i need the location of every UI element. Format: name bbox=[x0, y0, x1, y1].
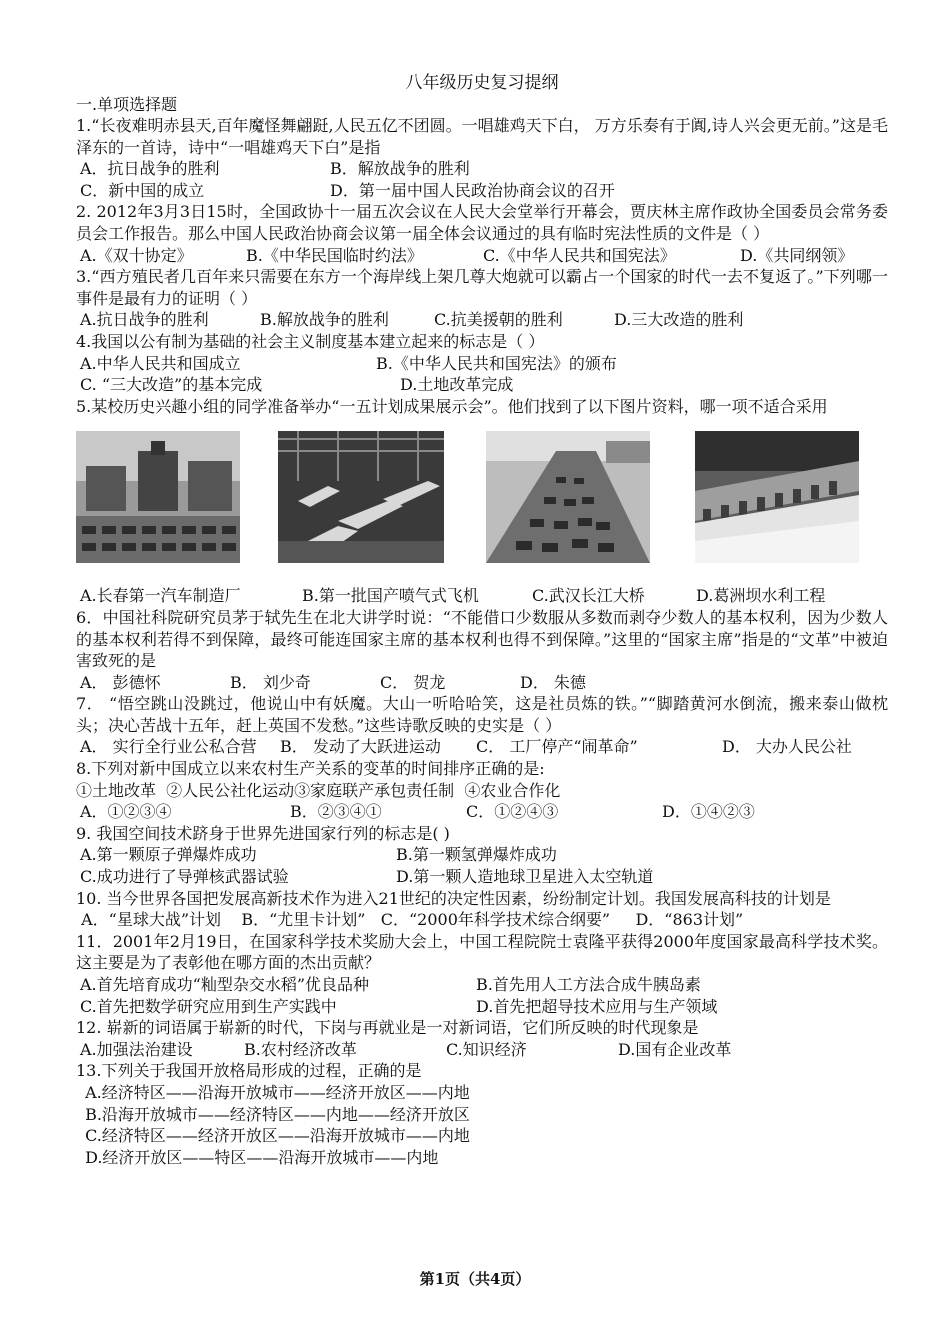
option-a: A．抗日战争的胜利 bbox=[80, 159, 220, 179]
option-c: C.知识经济 bbox=[446, 1039, 527, 1059]
option-c: C.武汉长江大桥 bbox=[532, 586, 645, 606]
option-a: A.长春第一汽车制造厂 bbox=[80, 586, 241, 606]
option-b: B.解放战争的胜利 bbox=[260, 310, 389, 330]
photo-gezhouba-dam bbox=[695, 431, 859, 563]
question-12-options bbox=[76, 1039, 888, 1061]
question-9: 9. 我国空间技术跻身于世界先进国家行列的标志是( ) bbox=[76, 823, 450, 843]
question-7: 7． “悟空跳山没跳过，他说山中有妖魔。大山一听哈哈笑，这是社员炼的铁。”“脚踏黄河水倒流，搬来泰山做枕头；决心苦战十五年，赶上英国不发愁。”这些诗歌反映的史实是（ ） bbox=[76, 694, 888, 735]
option-b: B． 发动了大跃进运动 bbox=[280, 737, 441, 757]
option-c: C.抗美援朝的胜利 bbox=[434, 310, 563, 330]
option-c: C. “三大改造”的基本完成 bbox=[80, 375, 263, 395]
question-4-options-row1 bbox=[76, 353, 888, 375]
question-2: 2. 2012年3月3日15时，全国政协十一届五次会议在人民大会堂举行开幕会，贾庆林主席作政协全国委员会常务委员会工作报告。那么中国人民政治协商会议第一届全体会议通过的具有临时宪法性质的文件是（ ） bbox=[76, 202, 888, 243]
option-a: A.第一颗原子弹爆炸成功 bbox=[80, 845, 257, 865]
option-d: D．①④②③ bbox=[662, 802, 755, 822]
question-1-options-row1 bbox=[76, 158, 888, 180]
document-title: 八年级历史复习提纲 bbox=[405, 73, 559, 93]
option-c: C.首先把数学研究应用到生产实践中 bbox=[80, 996, 337, 1016]
option-b: B．解放战争的胜利 bbox=[330, 159, 470, 179]
option-d: D． 朱德 bbox=[520, 672, 586, 692]
photo-wuhan-bridge bbox=[486, 431, 650, 563]
option-b: B.《中华人民共和国宪法》的颁布 bbox=[376, 353, 617, 373]
question-10: 10. 当今世界各国把发展高新技术作为进入21世纪的决定性因素，纷纷制定计划。我国发展高科技的计划是 bbox=[76, 888, 831, 908]
photo-jet-aircraft bbox=[278, 431, 444, 563]
question-6-options bbox=[76, 672, 888, 694]
question-10-options: A．“星球大战”计划 B．“尤里卡计划” C．“2000年科学技术综合纲要” D．“863计划” bbox=[76, 910, 744, 930]
question-1-options-row2 bbox=[76, 180, 888, 202]
document-page bbox=[76, 72, 888, 1168]
question-5: 5.某校历史兴趣小组的同学准备举办“一五计划成果展示会”。他们找到了以下图片资料，哪一项不适合采用 bbox=[76, 396, 828, 416]
option-a: A.《双十协定》 bbox=[80, 245, 193, 265]
question-4-options-row2 bbox=[76, 374, 888, 396]
option-a: A.经济特区——沿海开放城市——经济开放区——内地 bbox=[80, 1082, 470, 1102]
option-b: B.第一批国产喷气式飞机 bbox=[302, 586, 479, 606]
question-4: 4.我国以公有制为基础的社会主义制度基本建立起来的标志是（ ） bbox=[76, 331, 545, 351]
option-a: A． 实行全行业公私合营 bbox=[80, 737, 257, 757]
question-2-options bbox=[76, 245, 888, 267]
question-8: 8.下列对新中国成立以来农村生产关系的变革的时间排序正确的是: bbox=[76, 759, 545, 779]
option-b: B.《中华民国临时约法》 bbox=[246, 245, 423, 265]
option-d: D.《共同纲领》 bbox=[740, 245, 854, 265]
option-d: D． 大办人民公社 bbox=[722, 737, 852, 757]
option-d: D.土地改革完成 bbox=[400, 375, 514, 395]
option-c: C.成功进行了导弹核武器试验 bbox=[80, 867, 289, 887]
option-a: A.抗日战争的胜利 bbox=[80, 310, 209, 330]
option-b: B．②③④① bbox=[290, 802, 382, 822]
question-6: 6．中国社科院研究员茅于轼先生在北大讲学时说：“不能借口少数服从多数而剥夺少数人的基本权利，因为少数人的基本权利若得不到保障，最终可能连国家主席的基本权利也得不到保障。”这里的“国家主席”指是的“文革”中被迫害致死的是 bbox=[76, 607, 888, 671]
option-b: B.沿海开放城市——经济特区——内地——经济开放区 bbox=[80, 1104, 470, 1124]
page-footer: 第1页（共4页） bbox=[419, 1270, 531, 1288]
question-9-options-row1 bbox=[76, 844, 888, 866]
option-a: A.中华人民共和国成立 bbox=[80, 353, 241, 373]
option-d: D.经济开放区——特区——沿海开放城市——内地 bbox=[80, 1147, 439, 1167]
option-d: D.首先把超导技术应用与生产领域 bbox=[476, 996, 718, 1016]
photo-changchun-factory bbox=[76, 431, 240, 563]
option-c: C．①②④③ bbox=[466, 802, 559, 822]
question-3: 3.“西方殖民者几百年来只需要在东方一个海岸线上架几尊大炮就可以霸占一个国家的时代一去不复返了。”下列哪一事件是最有力的证明（ ） bbox=[76, 267, 888, 308]
question-5-options bbox=[76, 585, 888, 607]
option-b: B.首先用人工方法合成牛胰岛素 bbox=[476, 975, 701, 994]
question-13: 13.下列关于我国开放格局形成的过程，正确的是 bbox=[76, 1061, 422, 1081]
question-8-items: ①土地改革 ②人民公社化运动③家庭联产承包责任制 ④农业合作化 bbox=[76, 780, 561, 800]
option-c: C． 贺龙 bbox=[380, 672, 446, 692]
question-8-options bbox=[76, 801, 888, 823]
question-3-options bbox=[76, 309, 888, 331]
question-9-options-row2 bbox=[76, 866, 888, 888]
question-11-options-row1 bbox=[76, 974, 888, 996]
photo-strip bbox=[76, 431, 888, 581]
option-a: A． 彭德怀 bbox=[80, 672, 161, 692]
option-c: C．新中国的成立 bbox=[80, 180, 205, 200]
option-d: D.葛洲坝水利工程 bbox=[696, 586, 826, 606]
option-d: D.国有企业改革 bbox=[618, 1039, 732, 1059]
option-a: A．①②③④ bbox=[80, 802, 172, 822]
option-c: C． 工厂停产“闹革命” bbox=[476, 737, 638, 757]
question-11: 11．2001年2月19日，在国家科学技术奖励大会上，中国工程院院士袁隆平获得2000年度国家最高科学技术奖。这主要是为了表彰他在哪方面的杰出贡献？ bbox=[76, 931, 888, 973]
option-d: D．第一届中国人民政治协商会议的召开 bbox=[330, 180, 615, 200]
option-c: C.《中华人民共和国宪法》 bbox=[483, 245, 676, 265]
question-1: 1.“长夜难明赤县天,百年魔怪舞翩跹,人民五亿不团圆。一唱雄鸡天下白， 万方乐奏有于阗,诗人兴会更无前。”这是毛泽东的一首诗，诗中“一唱雄鸡天下白”是指 bbox=[76, 116, 888, 157]
option-c: C.经济特区——经济开放区——沿海开放城市——内地 bbox=[80, 1126, 470, 1146]
option-b: B.农村经济改革 bbox=[244, 1039, 357, 1059]
option-a: A.加强法治建设 bbox=[80, 1039, 193, 1059]
option-b: B． 刘少奇 bbox=[230, 672, 311, 692]
option-d: D.第一颗人造地球卫星进入太空轨道 bbox=[396, 867, 654, 887]
option-b: B.第一颗氢弹爆炸成功 bbox=[396, 845, 557, 865]
question-11-options-row2 bbox=[76, 996, 888, 1018]
question-7-options bbox=[76, 736, 888, 758]
question-12: 12. 崭新的词语属于崭新的时代，下岗与再就业是一对新词语，它们所反映的时代现象是 bbox=[76, 1018, 699, 1038]
section-heading: 一.单项选择题 bbox=[76, 95, 178, 114]
option-a: A.首先培育成功“籼型杂交水稻”优良品种 bbox=[80, 975, 370, 994]
option-d: D.三大改造的胜利 bbox=[614, 310, 744, 330]
